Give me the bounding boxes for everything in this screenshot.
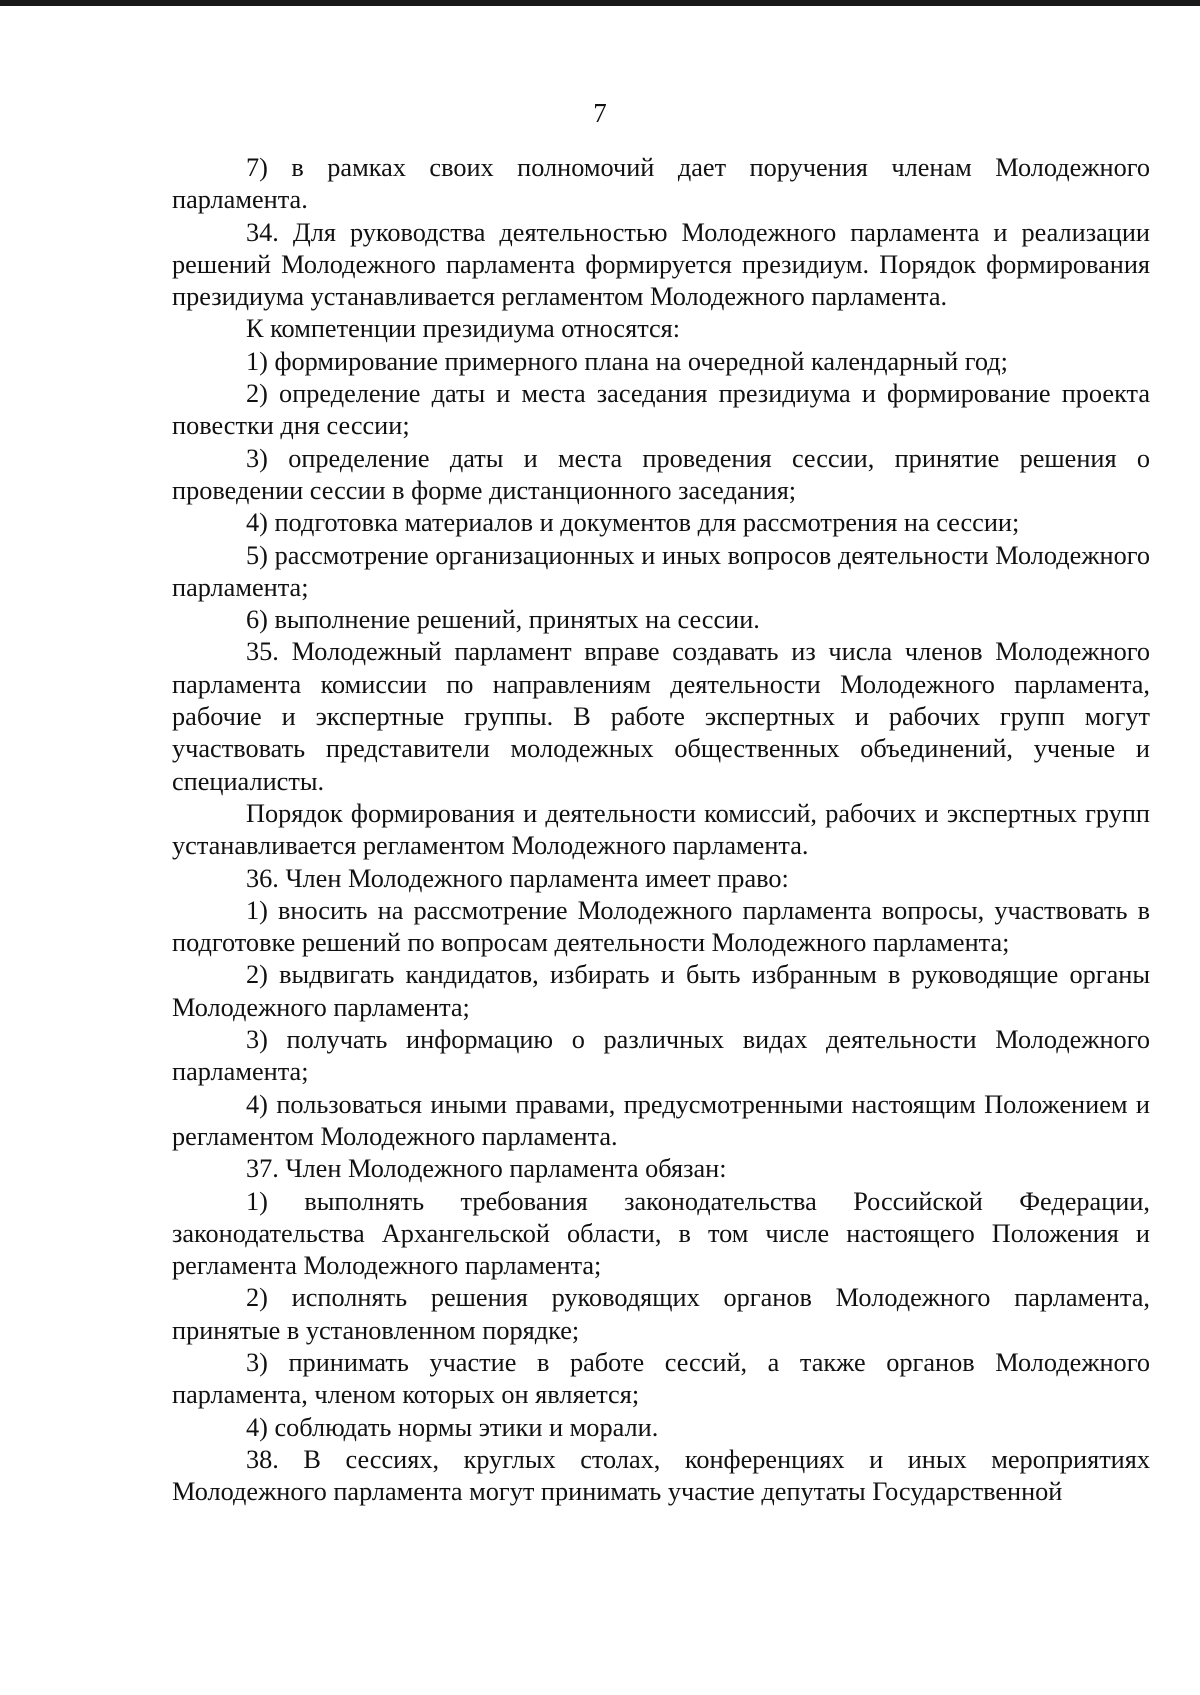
list-item: 4) соблюдать нормы этики и морали. <box>246 1412 659 1442</box>
paragraph-commissions-order: Порядок формирования и деятельности комиссий, рабочих и экспертных групп устанавливается регламентом Молодежного парламента. <box>172 798 1150 861</box>
scan-top-edge <box>0 0 1200 6</box>
list-item: 1) формирование примерного плана на очередной календарный год; <box>246 346 1008 376</box>
paragraph-clause-37: 37. Член Молодежного парламента обязан: <box>246 1154 727 1184</box>
list-item: 6) выполнение решений, принятых на сессии. <box>246 605 760 635</box>
list-item: 2) выдвигать кандидатов, избирать и быть избранным в руководящие органы Молодежного парламента; <box>172 960 1150 1022</box>
paragraph-clause-34: 34. Для руководства деятельностью Молодежного парламента и реализации решений Молодежного парламента формируется президиум. Порядок формирования президиума устанавливается регламентом Молодежного парламента. <box>172 217 1150 312</box>
paragraph-item-7: 7) в рамках своих полномочий дает поручения членам Молодежного парламента. <box>172 153 1150 215</box>
list-item: 4) подготовка материалов и документов для рассмотрения на сессии; <box>246 508 1020 538</box>
list-item: 2) исполнять решения руководящих органов Молодежного парламента, принятые в установленном порядке; <box>172 1283 1150 1345</box>
list-item: 3) определение даты и места проведения сессии, принятие решения о проведении сессии в форме дистанционного заседания; <box>172 443 1150 505</box>
list-item: 1) вносить на рассмотрение Молодежного парламента вопросы, участвовать в подготовке решений по вопросам деятельности Молодежного парламента; <box>172 895 1150 958</box>
paragraph-clause-36: 36. Член Молодежного парламента имеет право: <box>246 863 789 893</box>
document-body <box>172 152 1150 1508</box>
paragraph-clause-38: 38. В сессиях, круглых столах, конференциях и иных мероприятиях Молодежного парламента могут принимать участие депутаты Государственной <box>172 1444 1150 1507</box>
list-item: 3) принимать участие в работе сессий, а также органов Молодежного парламента, членом которых он является; <box>172 1347 1150 1410</box>
page-number: 7 <box>593 98 607 128</box>
list-item: 5) рассмотрение организационных и иных вопросов деятельности Молодежного парламента; <box>172 540 1150 602</box>
list-item: 3) получать информацию о различных видах деятельности Молодежного парламента; <box>172 1025 1150 1087</box>
paragraph-clause-35: 35. Молодежный парламент вправе создавать из числа членов Молодежного парламента комиссии по направлениям деятельности Молодежного парламента, рабочие и экспертные группы. В работе экспертных и рабочих групп могут участвовать представители молодежных общественных объединений, ученые и специалисты. <box>172 637 1150 796</box>
list-item: 2) определение даты и места заседания президиума и формирование проекта повестки дня сессии; <box>172 379 1150 441</box>
list-item: 4) пользоваться иными правами, предусмотренными настоящим Положением и регламентом Молодежного парламента. <box>172 1089 1150 1151</box>
paragraph-presidium-competence: К компетенции президиума относятся: <box>246 314 681 344</box>
list-item: 1) выполнять требования законодательства Российской Федерации, законодательства Архангельской области, в том числе настоящего Положения и регламента Молодежного парламента; <box>172 1186 1150 1281</box>
